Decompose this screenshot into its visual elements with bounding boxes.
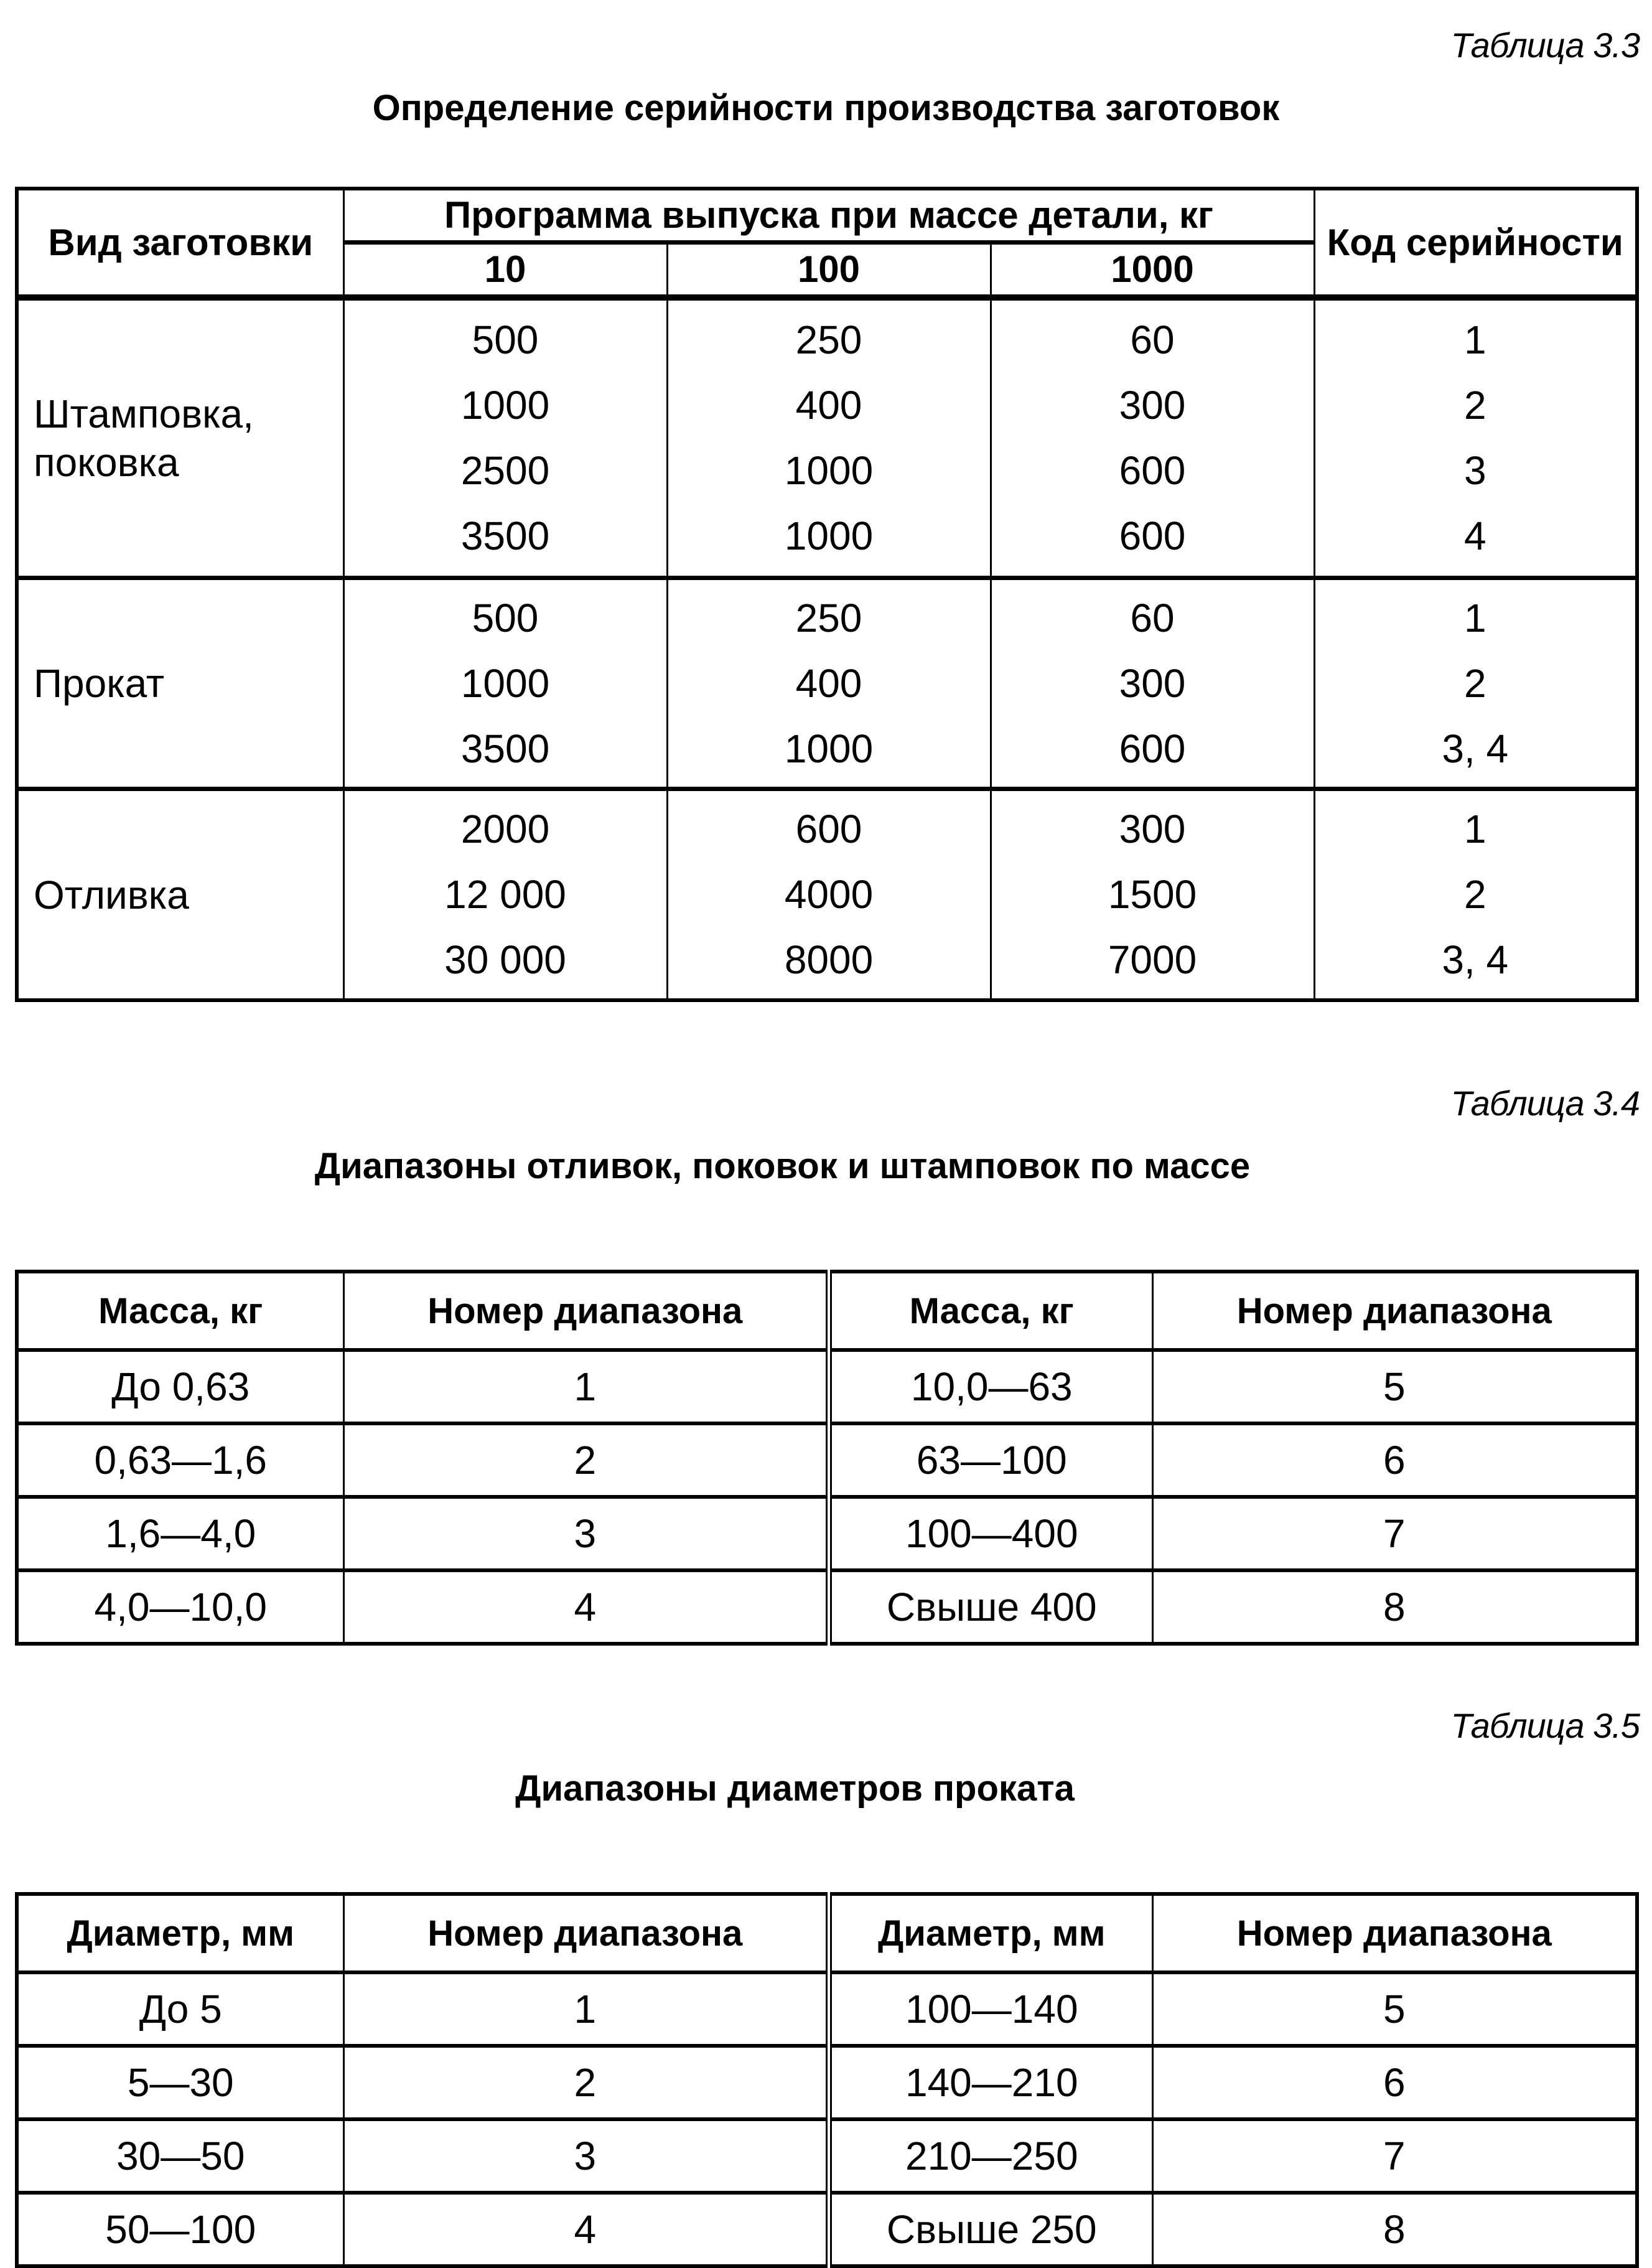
- header-mass: Масса, кг: [17, 1272, 343, 1350]
- diameter-cell: 100—140: [829, 1972, 1152, 2046]
- mass-10-cell: 500 1000 3500: [343, 578, 667, 789]
- table-row: [17, 2046, 1637, 2119]
- range-number-cell: 3: [343, 1497, 829, 1570]
- header-range-number: Номер диапазона: [343, 1894, 829, 1972]
- diameter-cell: Свыше 250: [829, 2193, 1152, 2266]
- mass-1000-cell: 60 300 600 600: [991, 298, 1314, 578]
- diameter-cell: 5—30: [17, 2046, 343, 2119]
- header-diameter: Диаметр, мм: [17, 1894, 343, 1972]
- table-3-5: [15, 1892, 1639, 2268]
- range-number-cell: 5: [1152, 1972, 1637, 2046]
- diameter-cell: 50—100: [17, 2193, 343, 2266]
- range-number-cell: 7: [1152, 2119, 1637, 2193]
- table-row: [17, 1497, 1637, 1570]
- diameter-cell: 30—50: [17, 2119, 343, 2193]
- mass-cell: 63—100: [829, 1423, 1152, 1497]
- code-cell: 1 2 3, 4: [1314, 789, 1637, 1000]
- mass-cell: До 0,63: [17, 1350, 343, 1423]
- range-number-cell: 7: [1152, 1497, 1637, 1570]
- range-number-cell: 4: [343, 2193, 829, 2266]
- range-number-cell: 8: [1152, 1570, 1637, 1644]
- diameter-cell: До 5: [17, 1972, 343, 2046]
- header-kind: Вид заготовки: [17, 189, 343, 298]
- header-code: Код серийности: [1314, 189, 1637, 298]
- mass-cell: 1,6—4,0: [17, 1497, 343, 1570]
- table-row: [17, 1570, 1637, 1644]
- range-number-cell: 6: [1152, 1423, 1637, 1497]
- header-range-number: Номер диапазона: [1152, 1272, 1637, 1350]
- range-number-cell: 2: [343, 2046, 829, 2119]
- mass-100-cell: 600 4000 8000: [667, 789, 991, 1000]
- range-number-cell: 6: [1152, 2046, 1637, 2119]
- table-row: [17, 2193, 1637, 2266]
- range-number-cell: 4: [343, 1570, 829, 1644]
- table-3-3-caption: Таблица 3.3: [1450, 26, 1640, 65]
- diameter-cell: 140—210: [829, 2046, 1152, 2119]
- mass-cell: 10,0—63: [829, 1350, 1152, 1423]
- table-3-3-title: Определение серийности производства заготовок: [372, 88, 1280, 128]
- kind-cell: Отливка: [17, 789, 343, 1000]
- range-number-cell: 8: [1152, 2193, 1637, 2266]
- mass-1000-cell: 60 300 600: [991, 578, 1314, 789]
- table-row: [17, 1423, 1637, 1497]
- header-diameter: Диаметр, мм: [829, 1894, 1152, 1972]
- header-mass-1000: 1000: [991, 243, 1314, 298]
- range-number-cell: 1: [343, 1350, 829, 1423]
- table-3-4-title: Диапазоны отливок, поковок и штамповок по массе: [314, 1146, 1251, 1186]
- table-row: [17, 1350, 1637, 1423]
- header-program: Программа выпуска при массе детали, кг: [343, 189, 1314, 243]
- mass-1000-cell: 300 1500 7000: [991, 789, 1314, 1000]
- range-number-cell: 1: [343, 1972, 829, 2046]
- table-row: [17, 298, 1637, 578]
- kind-cell: Штамповка, поковка: [17, 298, 343, 578]
- header-range-number: Номер диапазона: [343, 1272, 829, 1350]
- table-row: [17, 578, 1637, 789]
- diameter-cell: 210—250: [829, 2119, 1152, 2193]
- code-cell: 1 2 3, 4: [1314, 578, 1637, 789]
- code-cell: 1 2 3 4: [1314, 298, 1637, 578]
- mass-cell: 4,0—10,0: [17, 1570, 343, 1644]
- range-number-cell: 5: [1152, 1350, 1637, 1423]
- kind-cell: Прокат: [17, 578, 343, 789]
- header-mass-100: 100: [667, 243, 991, 298]
- header-range-number: Номер диапазона: [1152, 1894, 1637, 1972]
- table-3-5-title: Диапазоны диаметров проката: [515, 1768, 1075, 1809]
- table-row: [17, 1972, 1637, 2046]
- table-row: [17, 789, 1637, 1000]
- table-3-4-caption: Таблица 3.4: [1450, 1084, 1640, 1123]
- mass-100-cell: 250 400 1000: [667, 578, 991, 789]
- table-3-5-caption: Таблица 3.5: [1450, 1706, 1640, 1745]
- mass-cell: 0,63—1,6: [17, 1423, 343, 1497]
- mass-10-cell: 500 1000 2500 3500: [343, 298, 667, 578]
- table-3-4: [15, 1270, 1639, 1646]
- header-mass: Масса, кг: [829, 1272, 1152, 1350]
- range-number-cell: 2: [343, 1423, 829, 1497]
- range-number-cell: 3: [343, 2119, 829, 2193]
- table-row: [17, 2119, 1637, 2193]
- table-3-3: [15, 187, 1639, 1002]
- mass-cell: Свыше 400: [829, 1570, 1152, 1644]
- header-mass-10: 10: [343, 243, 667, 298]
- mass-100-cell: 250 400 1000 1000: [667, 298, 991, 578]
- mass-cell: 100—400: [829, 1497, 1152, 1570]
- mass-10-cell: 2000 12 000 30 000: [343, 789, 667, 1000]
